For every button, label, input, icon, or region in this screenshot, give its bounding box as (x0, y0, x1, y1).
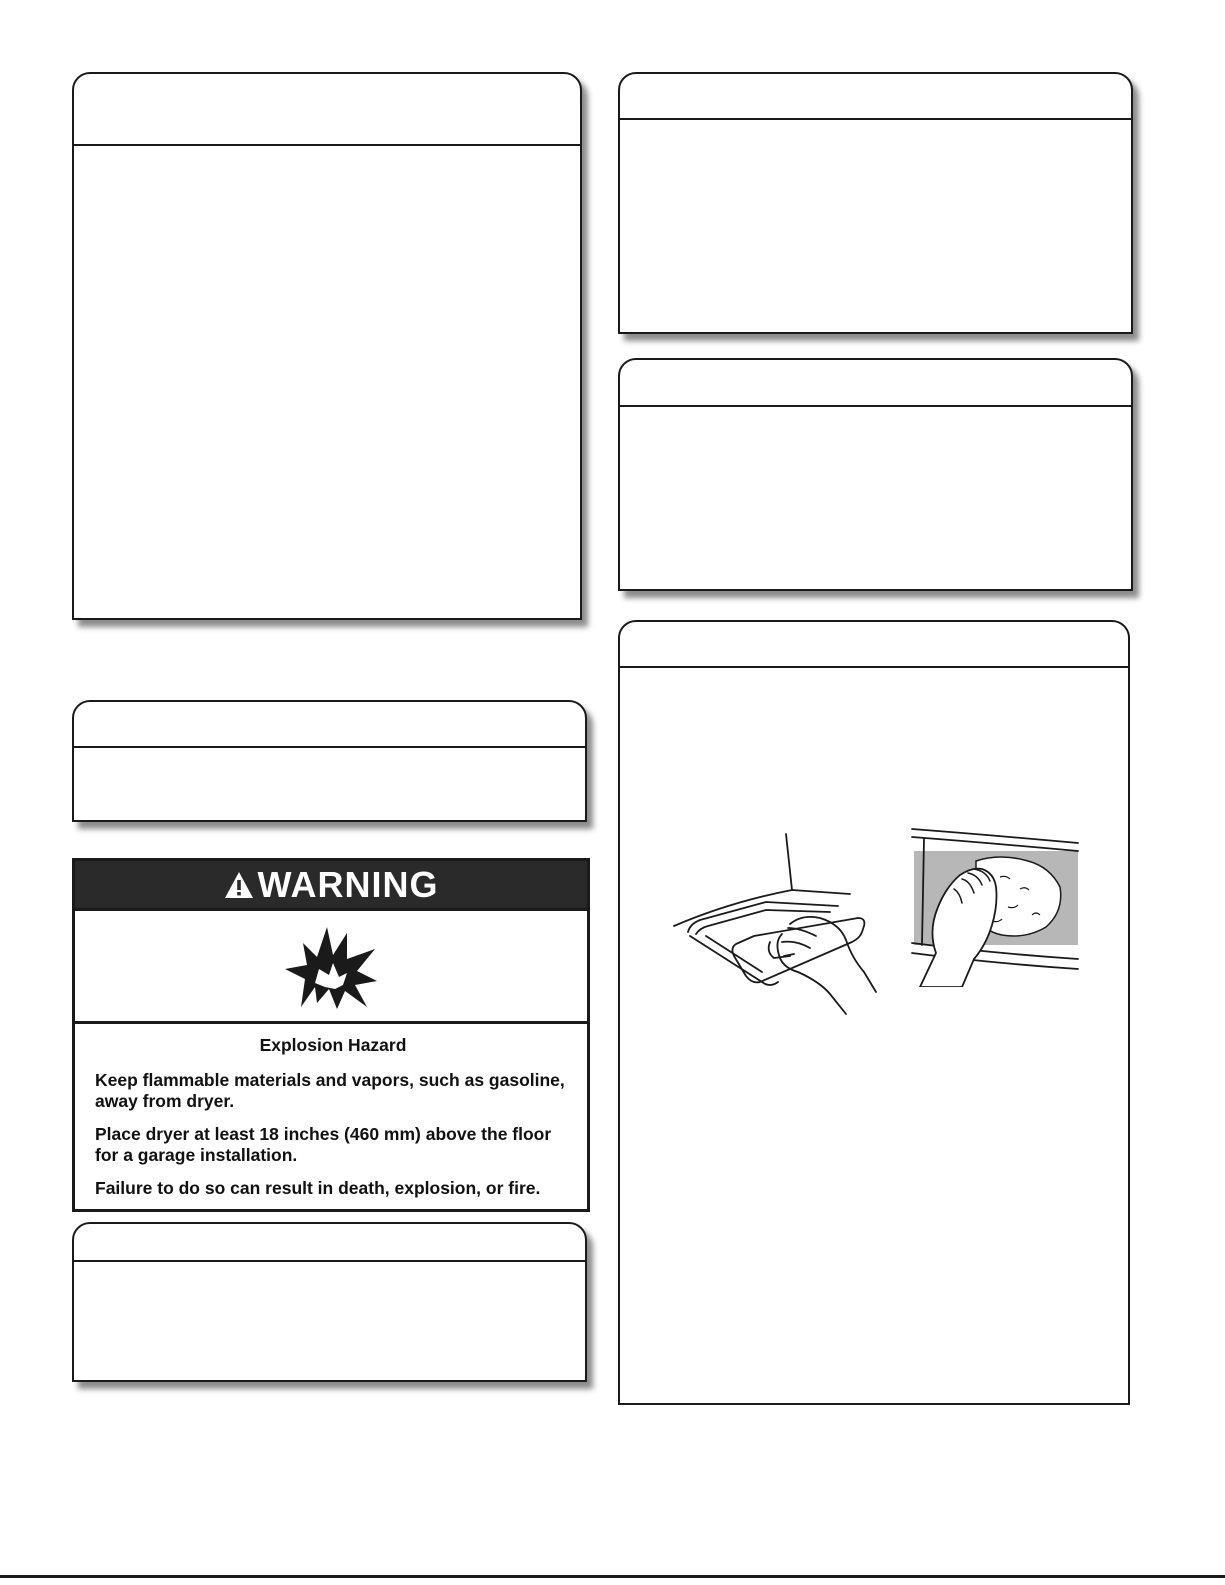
explosion-warning-panel (72, 858, 590, 1212)
warning-line-3: Failure to do so can result in death, explosion, or fire. (95, 1178, 541, 1198)
left-top-box (72, 72, 582, 620)
explosion-symbol-area (75, 908, 587, 1024)
hazard-title: Explosion Hazard (259, 1035, 407, 1055)
left-bottom-box-header (74, 1224, 585, 1262)
warning-header (75, 861, 587, 908)
left-middle-box (72, 700, 587, 822)
right-middle-box-header (620, 360, 1131, 407)
right-top-box-header (620, 74, 1131, 120)
right-bottom-box-header (620, 622, 1128, 668)
left-middle-box-header (74, 702, 585, 748)
right-middle-box (618, 358, 1133, 591)
drum-wiping-icon (910, 827, 1082, 987)
page-bottom-rule (0, 1575, 1225, 1578)
left-bottom-box (72, 1222, 587, 1382)
right-top-box (618, 72, 1133, 334)
warning-line-1: Keep flammable materials and vapors, such as gasoline, away from dryer. (95, 1070, 565, 1111)
right-bottom-box (618, 620, 1130, 1405)
left-top-box-header (74, 74, 580, 146)
explosion-icon (281, 923, 381, 1009)
warning-signal-word: WARNING (257, 863, 439, 905)
warning-triangle-icon (224, 870, 254, 900)
warning-line-2: Place dryer at least 18 inches (460 mm) above the floor for a garage installation. (95, 1124, 552, 1165)
lint-screen-cleaning-icon (670, 832, 880, 1017)
